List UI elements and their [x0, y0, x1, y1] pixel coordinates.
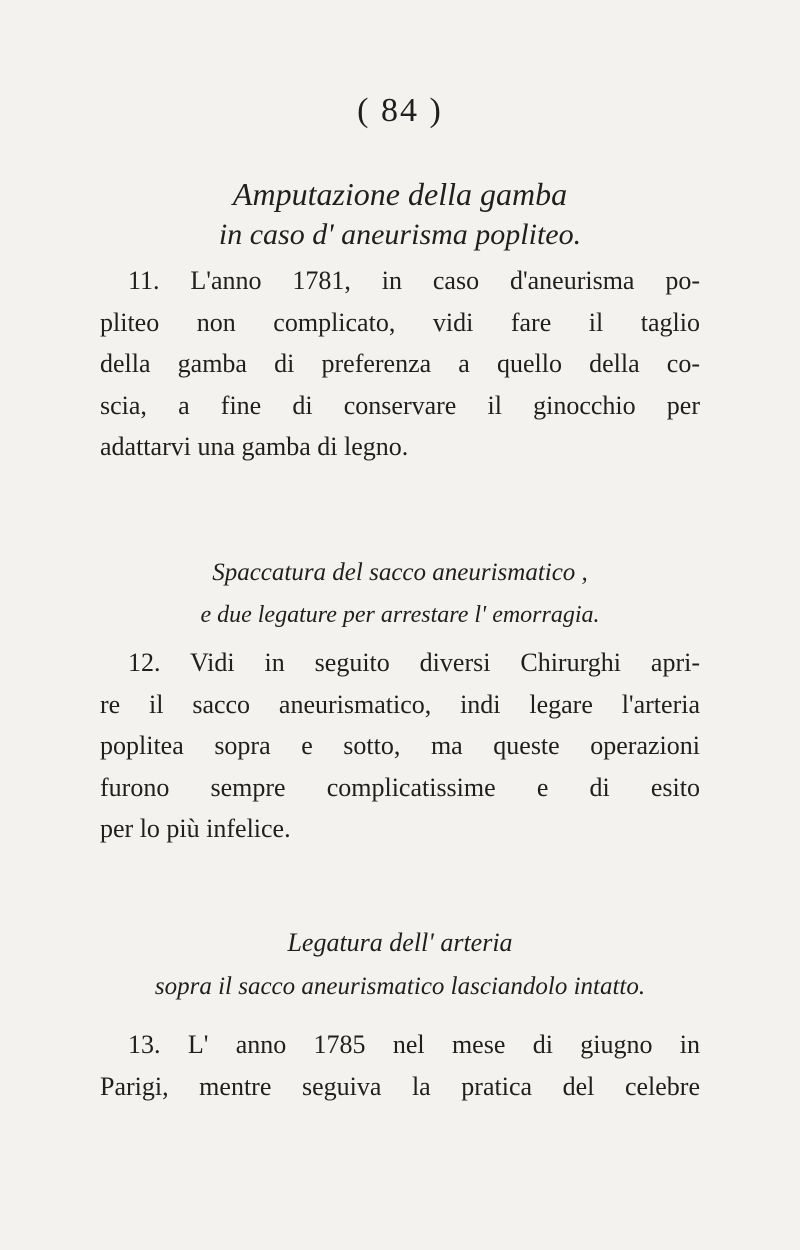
heading-line: e due legature per arrestare l' emorragia.: [200, 602, 600, 628]
paragraph-12: [100, 642, 700, 850]
text-line: scia, a fine di conservare il ginocchio per: [100, 390, 700, 420]
section-heading-amputazione: [0, 178, 800, 250]
text-line: Parigi, mentre seguiva la pratica del celebre: [100, 1071, 700, 1101]
text-line: adattarvi una gamba di legno.: [100, 432, 409, 461]
text-line: per lo più infelice.: [100, 814, 291, 843]
text-line: re il sacco aneurismatico, indi legare l'arteria: [100, 689, 700, 719]
text-line: della gamba di preferenza a quello della co-: [100, 349, 700, 378]
heading-line: Amputazione della gamba: [232, 176, 568, 212]
paragraph-11: [100, 260, 700, 468]
paragraph-13: [100, 1024, 700, 1107]
text-line: 11. L'anno 1781, in caso d'aneurisma po-: [128, 266, 700, 295]
heading-line: Legatura dell' arteria: [287, 928, 513, 957]
section-heading-spaccatura: [0, 560, 800, 627]
page-number: ( 84 ): [357, 92, 443, 129]
heading-line: in caso d' aneurisma popliteo.: [218, 218, 582, 251]
section-heading-legatura: [0, 930, 800, 999]
text-line: furono sempre complicatissime e di esito: [100, 772, 700, 802]
heading-line: sopra il sacco aneurismatico lasciandolo intatto.: [154, 973, 646, 1000]
text-line: 12. Vidi in seguito diversi Chirurghi apri-: [128, 648, 700, 677]
text-line: pliteo non complicato, vidi fare il taglio: [100, 307, 700, 337]
text-line: 13. L' anno 1785 nel mese di giugno in: [128, 1030, 700, 1059]
text-line: poplitea sopra e sotto, ma queste operazioni: [100, 731, 700, 760]
heading-line: Spaccatura del sacco aneurismatico ,: [212, 559, 588, 586]
